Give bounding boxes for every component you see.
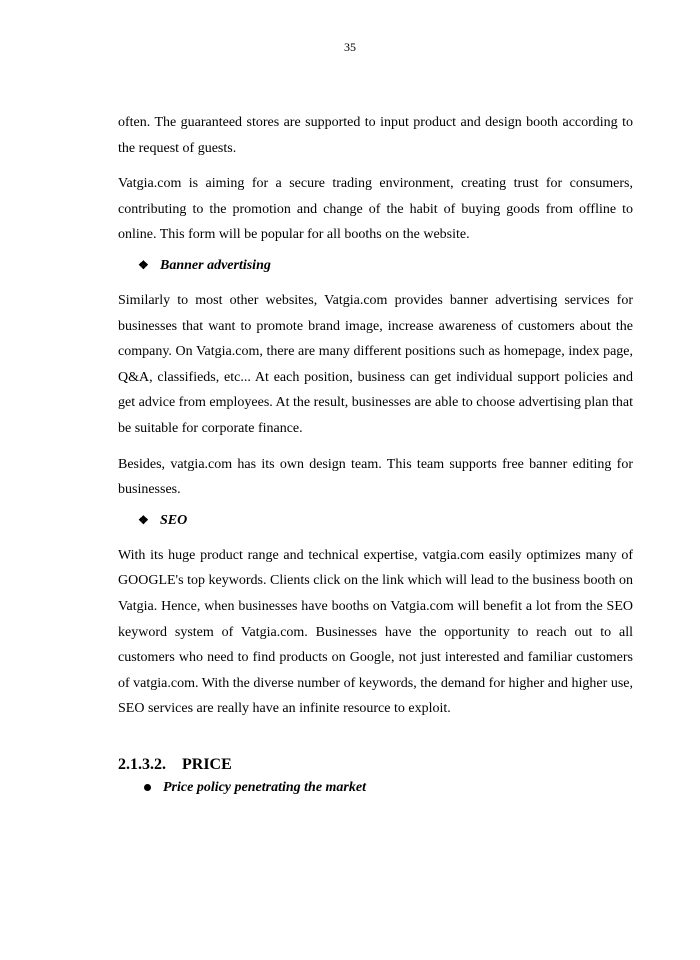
price-policy-bullet [144, 780, 633, 796]
page-number: 35 [344, 40, 356, 54]
diamond-bullet-icon: ❖ [138, 513, 149, 528]
banner-advertising-title: Banner advertising [160, 257, 271, 273]
price-section-heading [118, 756, 633, 774]
paragraph: often. The guaranteed stores are supported to input product and design booth according to the request of guests. [118, 115, 633, 156]
paragraph: Similarly to most other websites, Vatgia.com provides banner advertising services for businesses that want to promote brand image, increase awareness of customers about the company. On Vatgia.com, there are many different positions such as homepage, index page, Q&A, classifieds, etc... At each position, business can get individual support policies and get advice from employees. At the result, businesses are able to choose advertising plan that be suitable for corporate finance. [118, 292, 633, 436]
banner-advertising-heading [138, 258, 633, 274]
seo-heading [138, 513, 633, 529]
diamond-bullet-icon: ❖ [138, 258, 149, 273]
section-title: PRICE [182, 755, 232, 773]
section-number: 2.1.3.2. [118, 755, 166, 773]
bullet-dot-icon [144, 784, 151, 791]
paragraph: With its huge product range and technical expertise, vatgia.com easily optimizes many of GOOGLE's top keywords. Clients click on the link which will lead to the business booth on Vatgia. Hence, when businesses have booths on Vatgia.com will benefit a lot from the SEO keyword system of Vatgia.com. Businesses have the opportunity to reach out to all customers who need to find products on Google, not just interested and familiar customers of vatgia.com. With the diverse number of keywords, the demand for higher and higher use, SEO services are really have an infinite resource to exploit. [118, 547, 633, 717]
document-body [118, 110, 633, 796]
paragraph: Vatgia.com is aiming for a secure trading environment, creating trust for consumers, contributing to the promotion and change of the habit of buying goods from offline to online. This form will be popular for all booths on the website. [118, 176, 633, 243]
price-policy-title: Price policy penetrating the market [163, 779, 366, 795]
seo-title: SEO [160, 512, 188, 528]
paragraph: Besides, vatgia.com has its own design team. This team supports free banner editing for businesses. [118, 456, 633, 498]
